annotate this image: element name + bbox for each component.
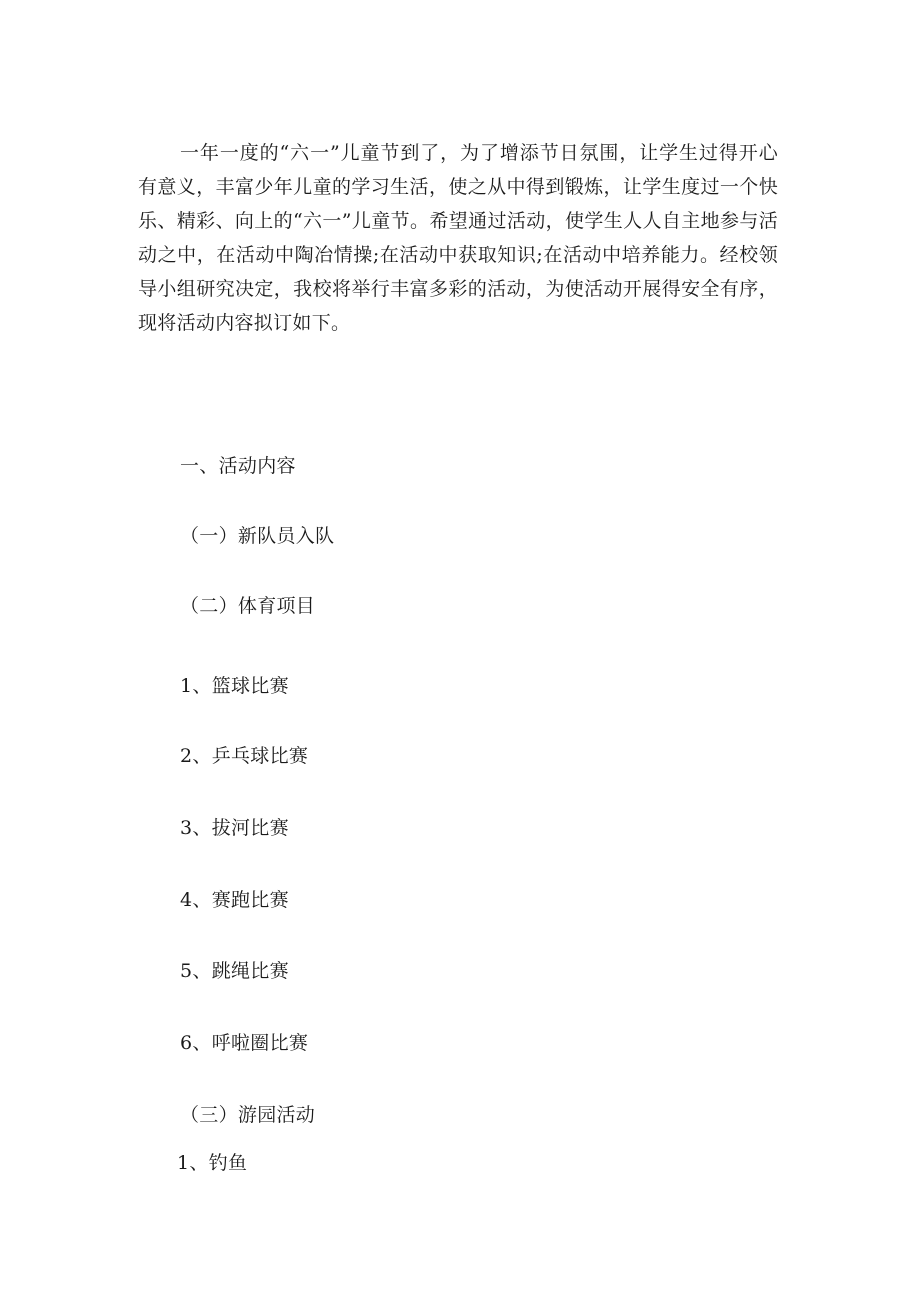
list-item: 6、呼啦圈比赛 xyxy=(180,1032,309,1054)
subheading-sports: （二）体育项目 xyxy=(180,595,316,617)
section-heading-activity-content: 一、活动内容 xyxy=(180,455,296,477)
list-item: 1、篮球比赛 xyxy=(180,675,289,697)
intro-paragraph: 一年一度的“六一”儿童节到了，为了增添节日氛围，让学生过得开心有意义，丰富少年儿童的学习生活，使之从中得到锻炼，让学生度过一个快乐、精彩、向上的“六一”儿童节。希望通过活动，使学生人人自主地参与活动之中，在活动中陶冶情操;在活动中获取知识;在活动中培养能力。经校领导小组研究决定，我校将举行丰富多彩的活动，为使活动开展得安全有序，现将活动内容拟订如下。 xyxy=(138,142,778,334)
subheading-new-members: （一）新队员入队 xyxy=(180,525,335,547)
list-item: 5、跳绳比赛 xyxy=(180,960,289,982)
subheading-garden-activities: （三）游园活动 xyxy=(180,1104,316,1126)
list-item: 1、钓鱼 xyxy=(177,1152,248,1174)
list-item: 3、拔河比赛 xyxy=(180,817,289,839)
list-item: 2、乒乓球比赛 xyxy=(180,745,309,767)
list-item: 4、赛跑比赛 xyxy=(180,889,289,911)
